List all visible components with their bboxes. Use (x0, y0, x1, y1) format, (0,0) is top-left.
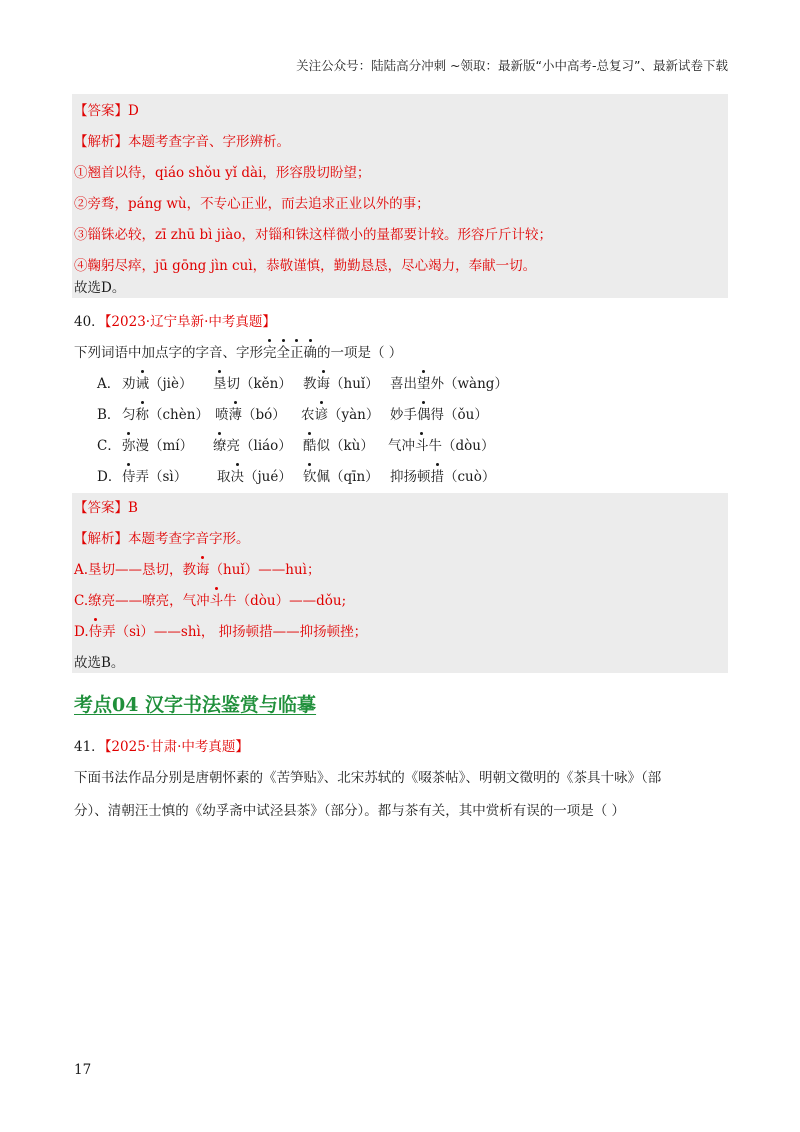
option-item: 抑扬顿措（cuò） (390, 469, 496, 485)
option-item: 侍弄（sì） (122, 469, 188, 485)
question-number: 41． (74, 739, 105, 755)
option-label: B． (97, 407, 121, 423)
option-item: 妙手偶得（ǒu） (390, 407, 488, 423)
dotted-char: 确 (303, 345, 317, 361)
question-41-stem-line-1: 下面书法作品分别是唐朝怀素的《苦笋贴》、北宋苏轼的《啜茶帖》、明朝文徵明的《茶具十咏》（部 (74, 770, 662, 786)
analysis-heading: 【解析】本题考查字音字形。 (74, 531, 250, 547)
answer-label: 【答案】D (74, 103, 139, 119)
option-item: 气冲斗牛（dòu） (388, 438, 495, 454)
analysis-line-3: ③锱铢必较，zī zhū bì jiào，对锱和铢这样微小的量都要计较。形容斤斤计较； (74, 227, 552, 243)
stem-suffix: 的一项是（ ） (317, 345, 403, 361)
dotted-char: 全 (276, 345, 290, 361)
option-label: D． (97, 469, 122, 485)
option-item: 农谚（yàn） (301, 407, 380, 423)
analysis-line-1: ①翘首以待，qiáo shǒu yǐ dài，形容殷切盼望； (74, 165, 371, 181)
page-number: 17 (74, 1062, 92, 1078)
option-item: 喜出望外（wàng） (390, 376, 508, 392)
answer-label: 【答案】B (74, 500, 138, 516)
analysis-line-c: C.缭亮——嘹亮，气冲斗牛（dòu）——dǒu; (74, 593, 347, 609)
analysis-line-4: ④鞠躬尽瘁，jū gōng jìn cuì，恭敬谨慎，勤勤恳恳，尽心竭力，奉献一切。 (74, 258, 537, 274)
analysis-line-a: A.垦切——恳切，教诲（huǐ）——huì； (74, 562, 321, 578)
analysis-line-2: ②旁骛，páng wù，不专心正业，而去追求正业以外的事； (74, 196, 430, 212)
option-item: 缭亮（liáo） (213, 438, 292, 454)
page-header: 关注公众号：陆陆高分冲刺 ~领取：最新版“小中高考-总复习”、最新试卷下载 (296, 58, 728, 73)
option-item: 劝诫（jiè） (122, 376, 193, 392)
option-item: 教诲（huǐ） (303, 376, 379, 392)
question-40-stem (74, 344, 402, 362)
dotted-char: 完 (263, 345, 277, 361)
analysis-line-d: D.侍弄（sì）——shì， 抑扬顿措——抑扬顿挫； (74, 624, 368, 640)
option-label: C． (97, 438, 121, 454)
section-heading: 考点04 汉字书法鉴赏与临摹 (74, 694, 317, 716)
question-source: 【2023·辽宁阜新·中考真题】 (104, 314, 276, 330)
option-item: 钦佩（qīn） (303, 469, 379, 485)
option-item: 弥漫（mí） (122, 438, 194, 454)
analysis-heading: 【解析】本题考查字音、字形辨析。 (74, 134, 290, 150)
option-item: 酷似（kù） (303, 438, 374, 454)
conclusion: 故选D。 (74, 280, 126, 296)
conclusion: 故选B。 (74, 655, 125, 671)
question-41-header (74, 738, 249, 756)
answer-block-q40 (72, 493, 728, 673)
dotted-char: 正 (290, 345, 304, 361)
question-40-header (74, 313, 276, 331)
question-source: 【2025·甘肃·中考真题】 (104, 739, 249, 755)
option-item: 匀称（chèn） (122, 407, 209, 423)
stem-prefix: 下列词语中加点字的字音、字形 (74, 345, 263, 361)
option-item: 喷薄（bó） (215, 407, 286, 423)
option-item: 垦切（kěn） (213, 376, 292, 392)
question-41-stem-line-2: 分）、清朝汪士慎的《幼孚斋中试泾县茶》（部分）。都与茶有关，其中赏析有误的一项是（ ） (74, 803, 626, 819)
option-label: A． (97, 376, 121, 392)
option-item: 取决（jué） (217, 469, 292, 485)
question-number: 40． (74, 314, 105, 330)
